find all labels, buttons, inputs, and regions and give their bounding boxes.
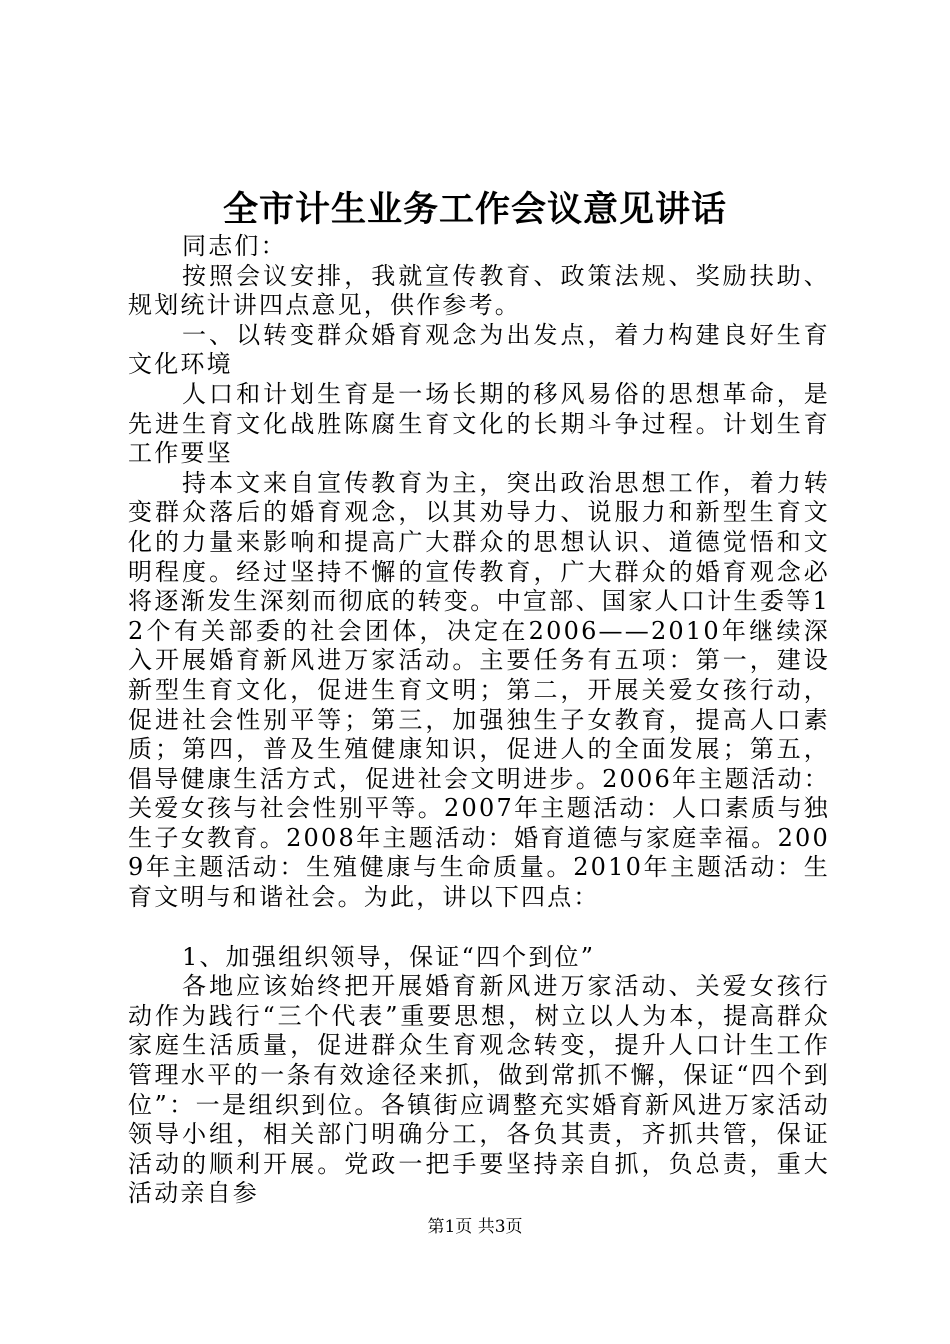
paragraph-body: 人口和计划生育是一场长期的移风易俗的思想革命，是先进生育文化战胜陈腐生育文化的长期斗争过程。计划生育工作要坚 — [128, 379, 830, 468]
paragraph-intro: 按照会议安排，我就宣传教育、政策法规、奖励扶助、规划统计讲四点意见，供作参考。 — [128, 261, 830, 320]
page-footer: 第1页 共3页 — [427, 1217, 523, 1237]
paragraph-greeting: 同志们： — [182, 232, 287, 260]
section-heading-1: 一、以转变群众婚育观念为出发点，着力构建良好生育文化环境 — [128, 320, 830, 379]
paragraph-body: 各地应该始终把开展婚育新风进万家活动、关爱女孩行动作为践行“三个代表”重要思想，树立以人为本，提高群众家庭生活质量，促进群众生育观念转变，提升人口计生工作管理水平的一条有效途径来抓，做到常抓不懈，保证“四个到位”：一是组织到位。各镇街应调整充实婚育新风进万家活动领导小组，相关部门明确分工，各负其责，齐抓共管，保证活动的顺利开展。党政一把手要坚持亲自抓，负总责，重大活动亲自参 — [128, 972, 830, 1208]
document-body — [128, 232, 830, 1209]
document-title: 全市计生业务工作会议意见讲话 — [222, 189, 727, 230]
subsection-heading-1: 1、加强组织领导，保证“四个到位” — [182, 942, 596, 971]
paragraph-body: 持本文来自宣传教育为主，突出政治思想工作，着力转变群众落后的婚育观念，以其劝导力、说服力和新型生育文化的力量来影响和提高广大群众的思想认识、道德觉悟和文明程度。经过坚持不懈的宣传教育，广大群众的婚育观念必将逐渐发生深刻而彻底的转变。中宣部、国家人口计生委等12个有关部委的社会团体，决定在2006——2010年继续深入开展婚育新风进万家活动。主要任务有五项：第一，建设新型生育文化，促进生育文明；第二，开展关爱女孩行动，促进社会性别平等；第三，加强独生子女教育，提高人口素质；第四，普及生殖健康知识，促进人的全面发展；第五，倡导健康生活方式，促进社会文明进步。2006年主题活动：关爱女孩与社会性别平等。2007年主题活动：人口素质与独生子女教育。2008年主题活动：婚育道德与家庭幸福。2009年主题活动：生殖健康与生命质量。2010年主题活动：生育文明与和谐社会。为此，讲以下四点： — [128, 468, 830, 912]
